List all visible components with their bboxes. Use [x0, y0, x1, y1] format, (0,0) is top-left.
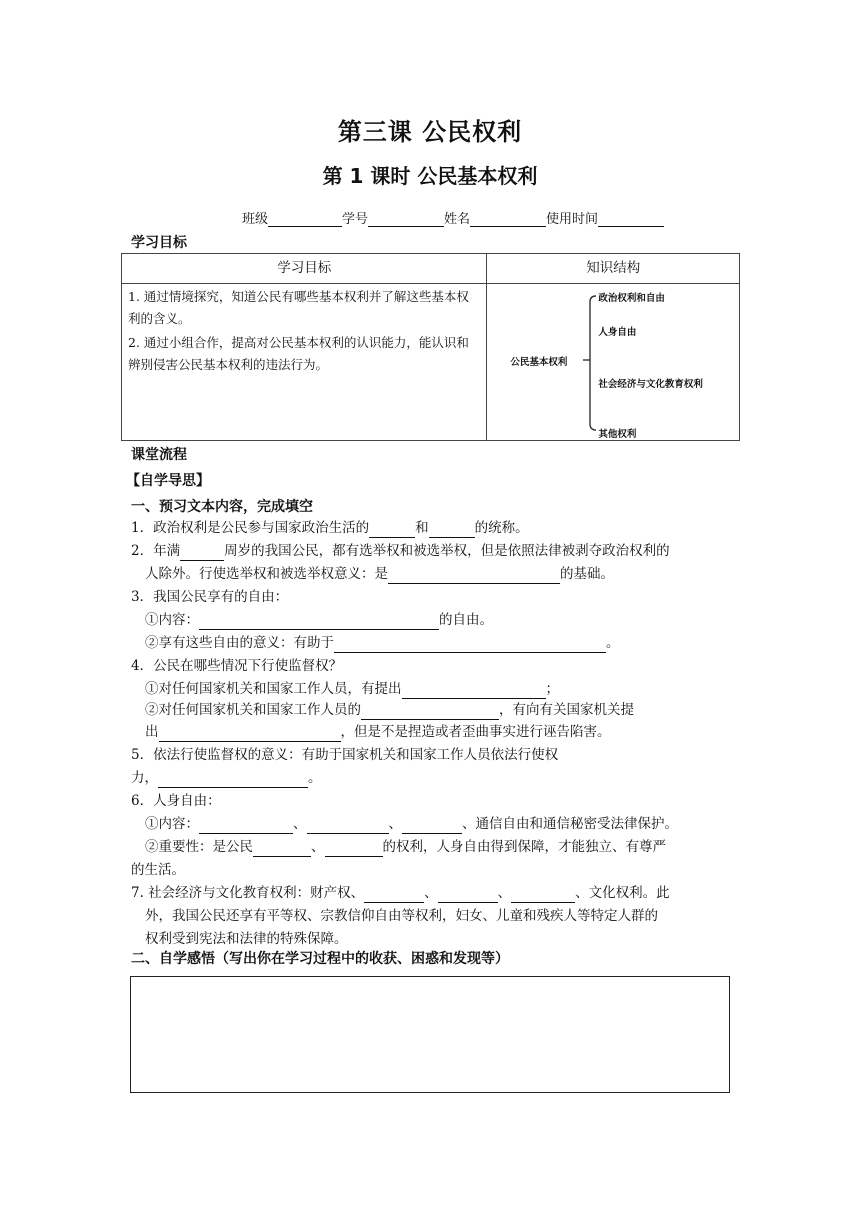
mindmap-branch-personal: 人身自由 [598, 327, 637, 338]
question-6-importance: ②重要性：是公民 、 的权利，人身自由得到保障，才能独立、有尊严 [145, 839, 666, 855]
question-4: 4．公民在哪些情况下行使监督权？ [131, 658, 343, 674]
page-title: 第三课 公民权利 [337, 118, 523, 146]
question-7: 7. 社会经济与文化教育权利：财产权、 、 、 、文化权利。此 [131, 885, 670, 901]
self-study-heading: 【自学导思】 [126, 473, 210, 489]
question-4-item-2-cont: 出 ，但是不是捏造或者歪曲事实进行诬告陷害。 [145, 724, 611, 740]
student-id-label: 学号 [342, 212, 369, 227]
q4-blank-3[interactable] [159, 726, 341, 742]
q7-blank-2[interactable] [438, 887, 498, 903]
class-label: 班级 [242, 212, 269, 227]
question-2-cont: 人除外。行使选举权和被选举权意义：是 的基础。 [145, 566, 614, 582]
goals-heading: 学习目标 [131, 235, 187, 251]
question-6-cont: 的生活。 [131, 862, 185, 878]
structure-col-header: 知识结构 [487, 254, 740, 284]
name-label: 姓名 [444, 212, 471, 227]
mindmap-branch-socioeconomic: 社会经济与文化教育权利 [598, 379, 703, 390]
q4-blank-1[interactable] [402, 683, 546, 699]
question-3-content: ①内容： 的自由。 [145, 612, 493, 628]
usage-time-label: 使用时间 [546, 212, 599, 227]
q1-blank-2[interactable] [429, 522, 475, 538]
part1-heading: 一、预习文本内容，完成填空 [131, 499, 313, 515]
q4-blank-2[interactable] [361, 704, 499, 720]
q6-blank-4[interactable] [253, 841, 311, 857]
question-3-significance: ②享有这些自由的意义：有助于 。 [145, 635, 620, 651]
usage-time-blank[interactable] [598, 212, 664, 227]
q1-blank-1[interactable] [369, 522, 415, 538]
question-5: 5．依法行使监督权的意义：有助于国家机关和国家工作人员依法行使权 [131, 747, 559, 763]
q6-blank-1[interactable] [199, 818, 293, 834]
question-3: 3．我国公民享有的自由： [131, 589, 289, 605]
question-4-item-2: ②对任何国家机关和国家工作人员的 ，有向有关国家机关提 [145, 702, 634, 718]
q6-blank-5[interactable] [325, 841, 383, 857]
structure-cell [487, 284, 740, 441]
student-id-blank[interactable] [368, 212, 444, 227]
question-2: 2．年满 周岁的我国公民，都有选举权和被选举权，但是依照法律被剥夺政治权利的 [131, 543, 670, 559]
part2-heading: 二、自学感悟（写出你在学习过程中的收获、困惑和发现等） [131, 951, 509, 967]
question-4-item-1: ①对任何国家机关和国家工作人员，有提出 ； [145, 681, 559, 697]
page-subtitle: 第 1 课时 公民基本权利 [322, 164, 538, 188]
flow-heading: 课堂流程 [131, 447, 187, 463]
goals-col-header: 学习目标 [122, 254, 487, 284]
question-5-cont: 力， 。 [131, 770, 322, 786]
goal-1: 1. 通过情境探究，知道公民有哪些基本权利并了解这些基本权利的含义。 [128, 289, 469, 326]
name-blank[interactable] [470, 212, 546, 227]
question-6-content: ①内容： 、 、 、通信自由和通信秘密受法律保护。 [145, 816, 678, 832]
q7-blank-3[interactable] [511, 887, 575, 903]
goal-2: 2. 通过小组合作，提高对公民基本权利的认识能力，能认识和辨别侵害公民基本权利的违法行为。 [128, 335, 469, 372]
q3-blank-significance[interactable] [334, 637, 606, 653]
goals-cell [122, 284, 487, 441]
question-1: 1．政治权利是公民参与国家政治生活的 和 的统称。 [131, 520, 529, 536]
q6-blank-3[interactable] [402, 818, 462, 834]
question-7-cont-2: 权利受到宪法和法律的特殊保障。 [145, 931, 348, 947]
q2-blank-age[interactable] [180, 545, 224, 561]
question-7-cont: 外，我国公民还享有平等权、宗教信仰自由等权利，妇女、儿童和残疾人等特定人群的 [145, 908, 658, 924]
q3-blank-content[interactable] [199, 614, 439, 630]
q6-blank-2[interactable] [307, 818, 389, 834]
mindmap-branch-political: 政治权利和自由 [598, 293, 665, 304]
q7-blank-1[interactable] [364, 887, 424, 903]
mindmap-root: 公民基本权利 [510, 357, 568, 368]
mindmap-branch-other: 其他权利 [598, 429, 637, 440]
class-blank[interactable] [268, 212, 342, 227]
goals-table [121, 253, 740, 441]
q2-blank-significance[interactable] [388, 568, 560, 584]
student-info-line [242, 208, 664, 227]
question-6: 6．人身自由： [131, 793, 221, 809]
reflection-box[interactable] [130, 976, 730, 1093]
q5-blank[interactable] [158, 772, 308, 788]
